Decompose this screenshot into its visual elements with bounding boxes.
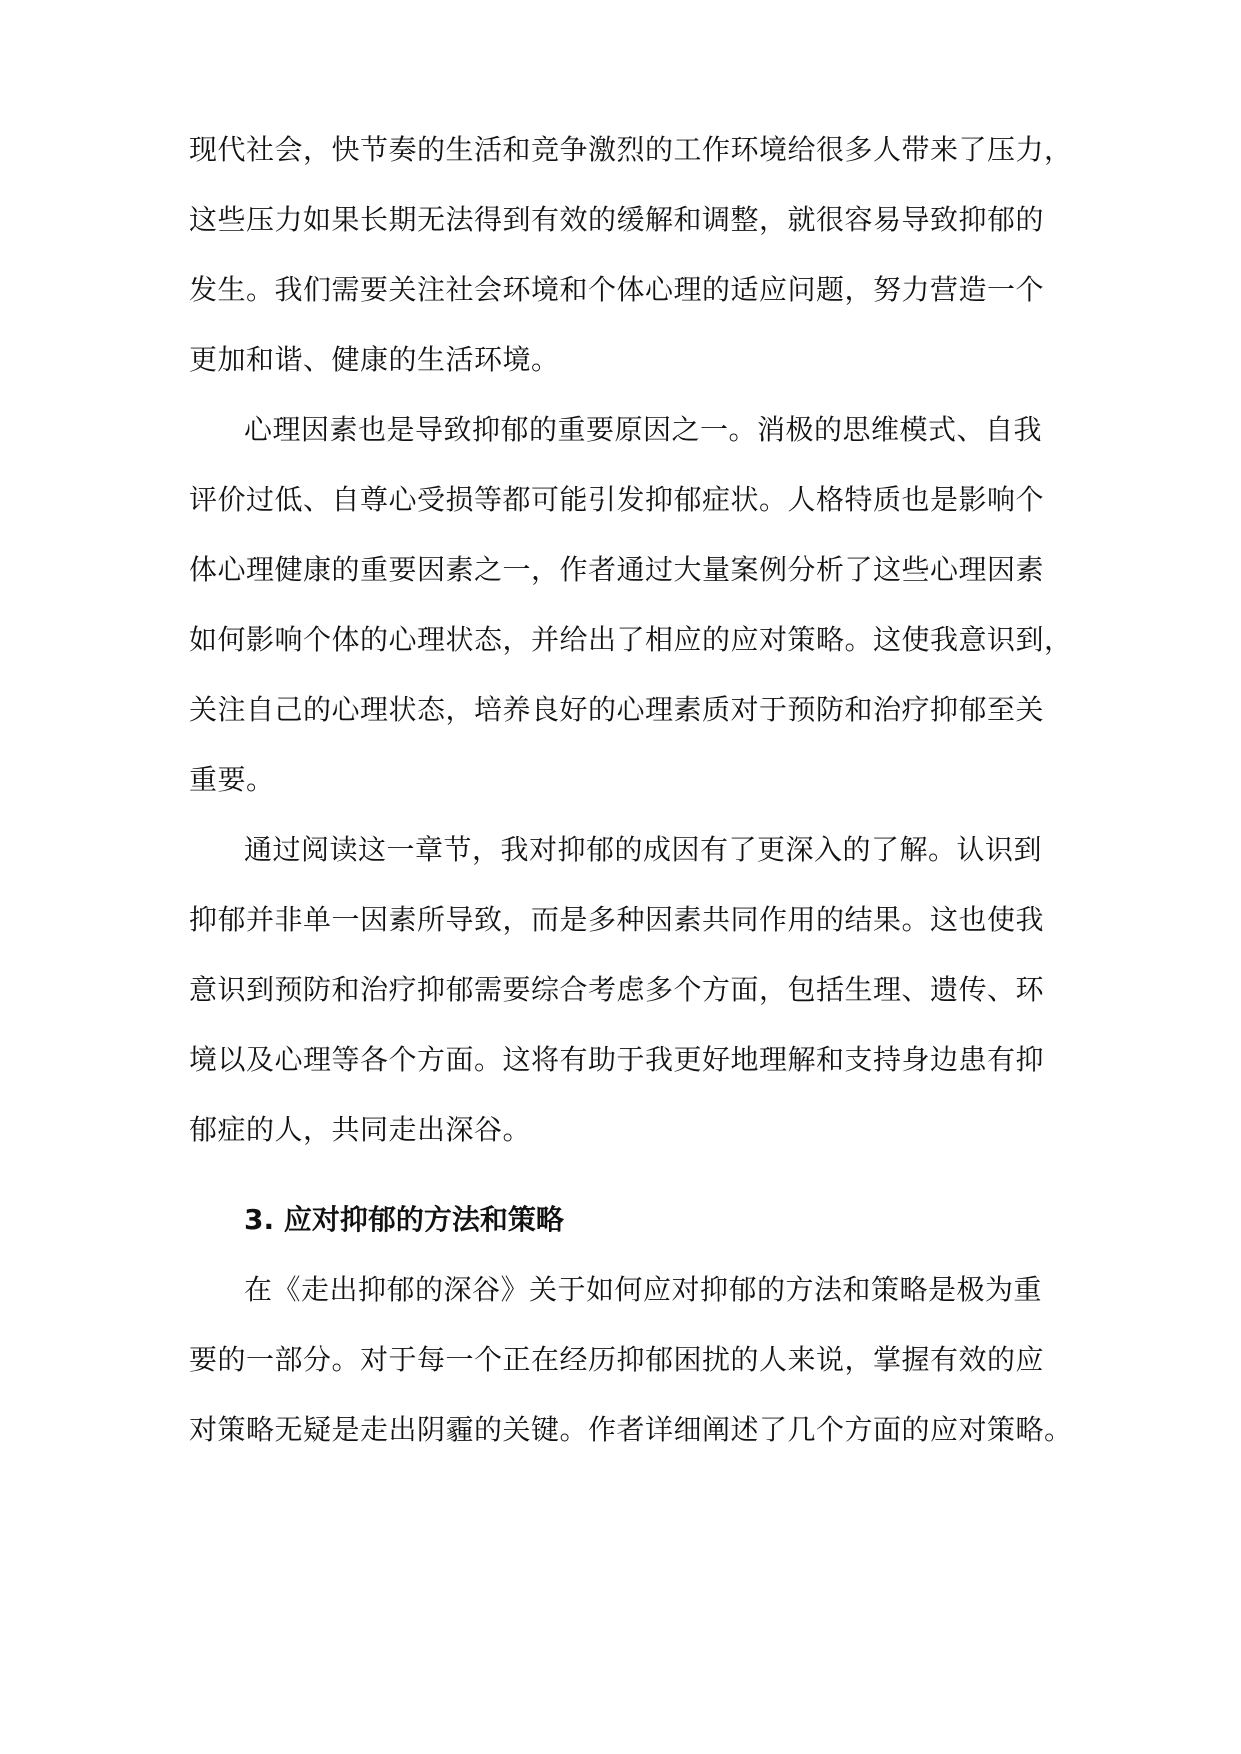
section-heading: 3. 应对抑郁的方法和策略 [244, 1203, 564, 1236]
paragraph-line: 如何影响个体的心理状态，并给出了相应的应对策略。这使我意识到， [189, 623, 1073, 656]
paragraph-line: 心理因素也是导致抑郁的重要原因之一。消极的思维模式、自我 [244, 413, 1043, 446]
paragraph-line: 发生。我们需要关注社会环境和个体心理的适应问题，努力营造一个 [189, 273, 1045, 306]
paragraph-line: 对策略无疑是走出阴霾的关键。作者详细阐述了几个方面的应对策略。 [189, 1413, 1073, 1446]
paragraph-line: 这些压力如果长期无法得到有效的缓解和调整，就很容易导致抑郁的 [189, 203, 1045, 236]
paragraph-line: 在《走出抑郁的深谷》关于如何应对抑郁的方法和策略是极为重 [244, 1273, 1043, 1306]
paragraph-line: 关注自己的心理状态，培养良好的心理素质对于预防和治疗抑郁至关 [189, 693, 1045, 726]
paragraph-line: 意识到预防和治疗抑郁需要综合考虑多个方面，包括生理、遗传、环 [189, 973, 1045, 1006]
paragraph-line: 体心理健康的重要因素之一，作者通过大量案例分析了这些心理因素 [189, 553, 1045, 586]
paragraph-line: 重要。 [189, 763, 275, 796]
paragraph-line: 郁症的人，共同走出深谷。 [189, 1113, 532, 1146]
paragraph-line: 通过阅读这一章节，我对抑郁的成因有了更深入的了解。认识到 [244, 833, 1043, 866]
paragraph-line: 要的一部分。对于每一个正在经历抑郁困扰的人来说，掌握有效的应 [189, 1343, 1045, 1376]
paragraph-line: 抑郁并非单一因素所导致，而是多种因素共同作用的结果。这也使我 [189, 903, 1045, 936]
paragraph-line: 境以及心理等各个方面。这将有助于我更好地理解和支持身边患有抑 [189, 1043, 1045, 1076]
paragraph-line: 更加和谐、健康的生活环境。 [189, 343, 560, 376]
paragraph-line: 评价过低、自尊心受损等都可能引发抑郁症状。人格特质也是影响个 [189, 483, 1045, 516]
paragraph-line: 现代社会，快节奏的生活和竞争激烈的工作环境给很多人带来了压力， [189, 133, 1073, 166]
